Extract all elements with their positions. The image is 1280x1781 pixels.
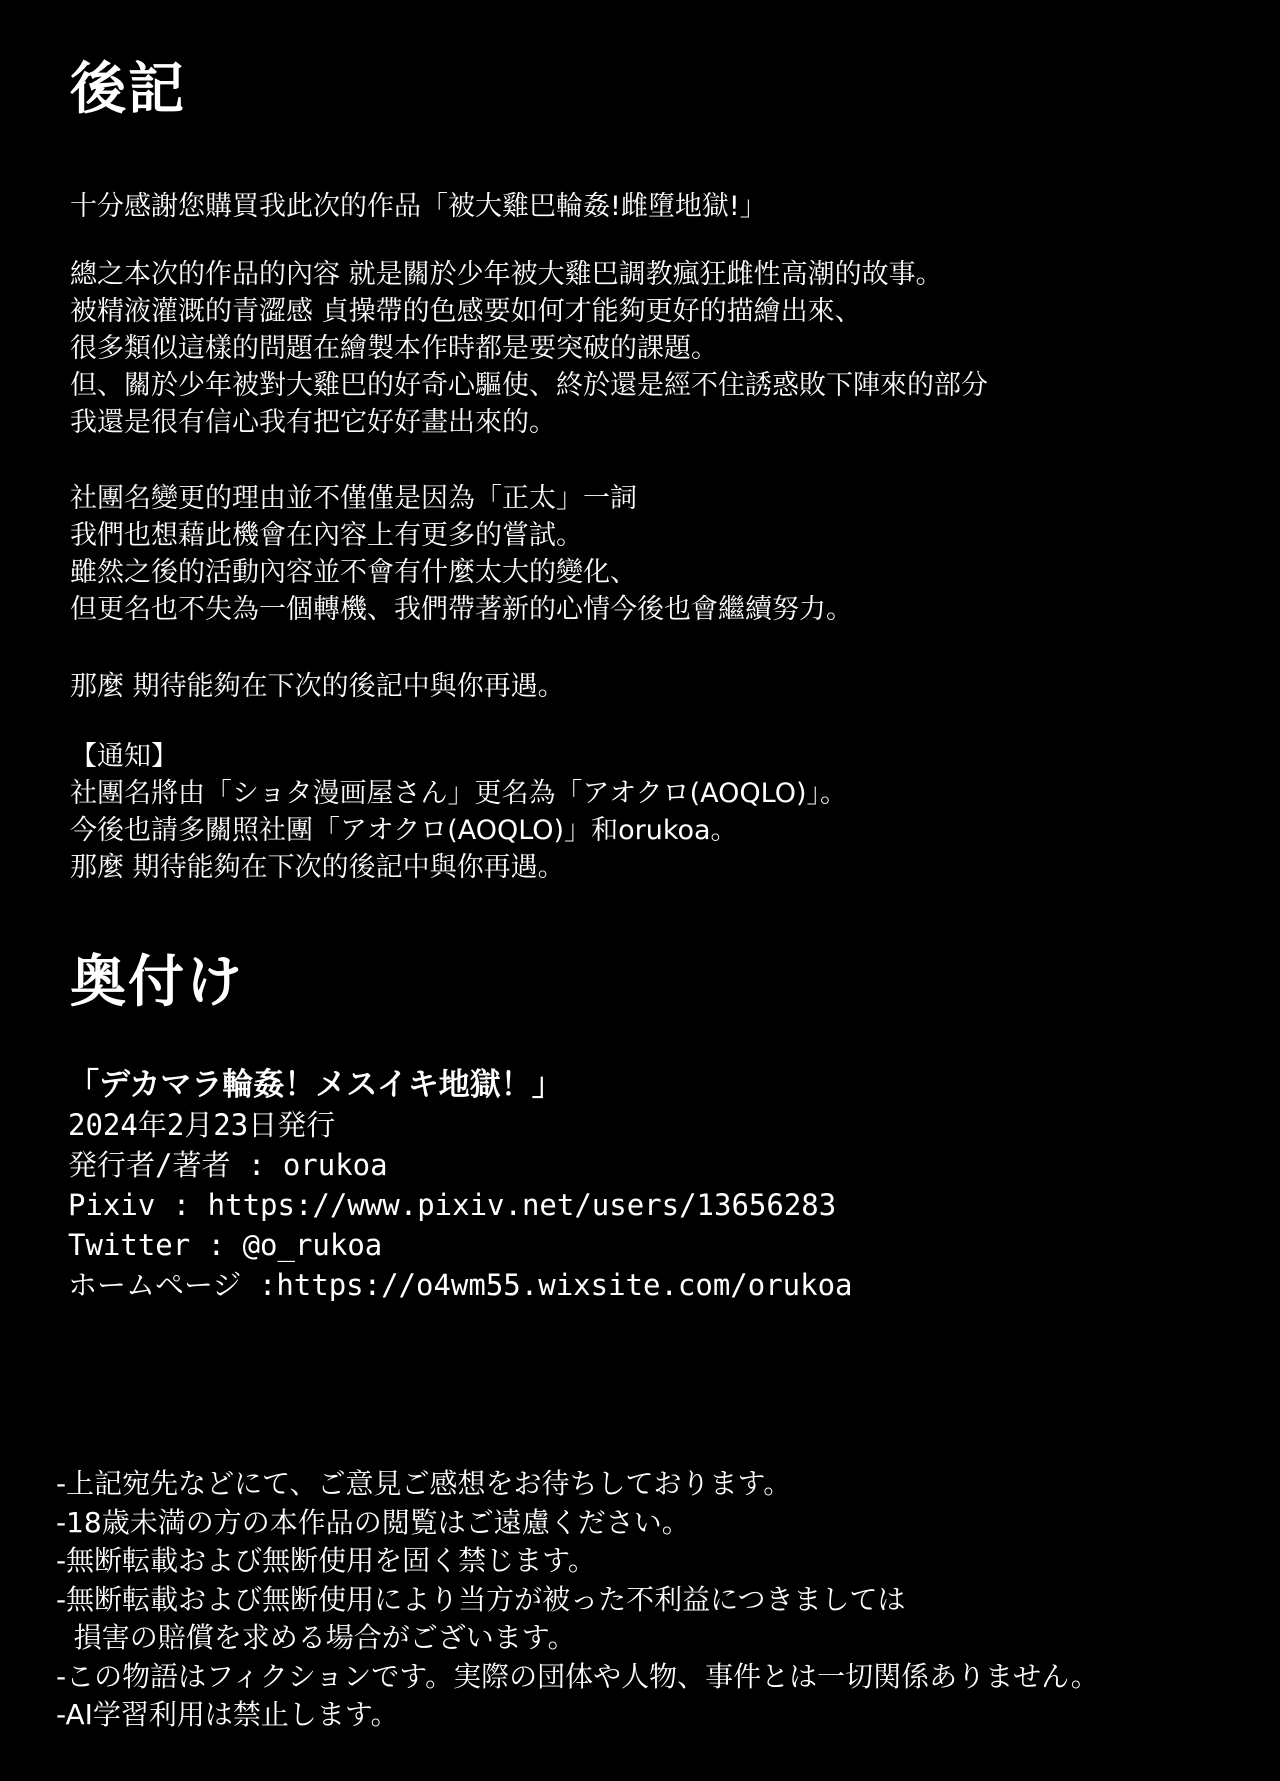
paragraph-line: 我還是很有信心我有把它好好畫出來的。 (70, 407, 556, 438)
paragraph-line: 那麼 期待能夠在下次的後記中與你再遇。 (70, 671, 565, 702)
paragraph-line: 我們也想藉此機會在內容上有更多的嘗試。 (70, 520, 583, 551)
publisher-author: 発行者/著者 : orukoa (68, 1148, 388, 1182)
afterword-heading: 後記 (70, 57, 186, 122)
publish-date: 2024年2月23日発行 (68, 1108, 336, 1142)
notice-line: 社團名將由「ショタ漫画屋さん」更名為「アオクロ(AOQLO)」。 (70, 778, 848, 809)
notice-section (70, 738, 847, 886)
rename-paragraph (70, 480, 853, 628)
notice-line: 今後也請多關照社團「アオクロ(AOQLO)」和orukoa。 (70, 815, 738, 846)
notice-line: 那麼 期待能夠在下次的後記中與你再遇。 (70, 852, 565, 883)
note-line: -この物語はフィクションです。実際の団体や人物、事件とは一切関係ありません。 (56, 1659, 1099, 1693)
paragraph-line: 被精液灌溉的青澀感 貞操帶的色感要如何才能夠更好的描繪出來、 (70, 296, 862, 327)
colophon-section (68, 1065, 853, 1305)
paragraph-line: 社團名變更的理由並不僅僅是因為「正太」一詞 (70, 483, 637, 514)
paragraph-line: 但更名也不失為一個轉機、我們帶著新的心情今後也會繼續努力。 (70, 594, 853, 625)
thanks-line: 十分感謝您購買我此次的作品「被大雞巴輪姦!雌墮地獄!」 (70, 191, 767, 222)
note-line: -AI学習利用は禁止します。 (56, 1698, 399, 1731)
paragraph-line: 總之本次的作品的內容 就是關於少年被大雞巴調教瘋狂雌性高潮的故事。 (70, 259, 943, 290)
paragraph-line: 雖然之後的活動內容並不會有什麼太大的變化、 (70, 557, 637, 588)
note-line: -無断転載および無断使用により当方が被った不利益につきましては (56, 1582, 906, 1616)
paragraph-line: 但、關於少年被對大雞巴的好奇心驅使、終於還是經不住誘惑敗下陣來的部分 (70, 370, 988, 401)
note-line: -18歳未満の方の本作品の閲覧はご遠慮ください。 (56, 1505, 690, 1539)
homepage-link: ホームページ :https://o4wm55.wixsite.com/orukoa (68, 1268, 853, 1302)
closing-paragraph (70, 668, 565, 705)
twitter-handle: Twitter : @o_rukoa (68, 1228, 383, 1262)
notice-title: 【通知】 (70, 741, 178, 772)
pixiv-link: Pixiv : https://www.pixiv.net/users/13656283 (68, 1188, 837, 1222)
note-line: 損害の賠償を求める場合がございます。 (56, 1621, 576, 1654)
colophon-heading: 奥付け (70, 950, 244, 1015)
work-title: 「デカマラ輪姦！メスイキ地獄！」 (68, 1067, 563, 1103)
paragraph-line: 很多類似這樣的問題在繪製本作時都是要突破的課題。 (70, 333, 718, 364)
thanks-paragraph (70, 188, 767, 225)
note-line: -無断転載および無断使用を固く禁じます。 (56, 1544, 596, 1577)
content-paragraph (70, 256, 988, 441)
notes-section (56, 1465, 1099, 1735)
note-line: -上記宛先などにて、ご意見ご感想をお待ちしております。 (56, 1467, 792, 1500)
